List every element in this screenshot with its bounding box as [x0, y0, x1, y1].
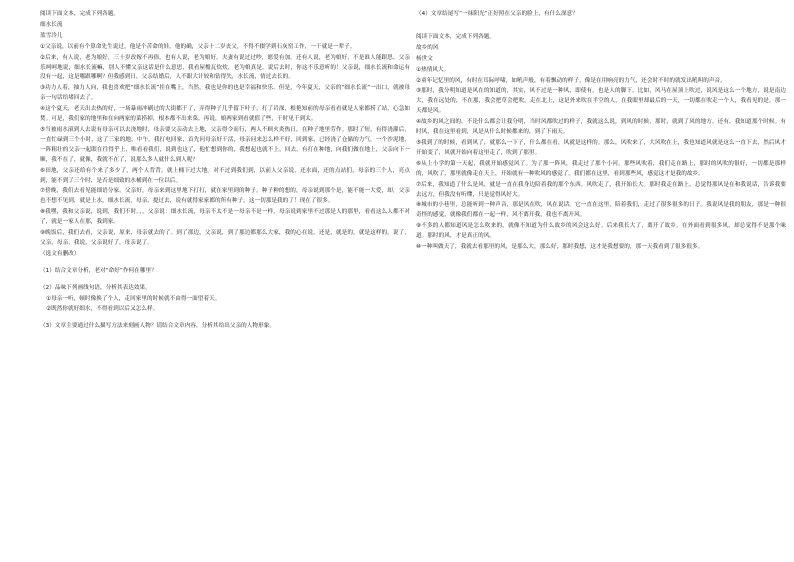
paragraph: ②后来，有人说，老为娘好，三十岁改嫁不再俗，也有人说，老为娘好，夫妻有说过过吵，愿爱有加。还有人说，老为娘好，不是谁人能跟思。父亲乐呵呵地说，细水长流嘛，别人不懂父亲这话是什么意思，我看屋檐瓦炊炊，老为娘真是，说后去时，你这不乐意听的！父亲说，细水长流和命运有没有一起，这是哪跟哪啊？但我感到日，父亲结婚后，人不跟大计较和钻得失，水长流，情过去长的。 — [40, 54, 410, 81]
reading-instruction: 阅读下面文本，完成下列各题。 — [40, 11, 120, 17]
paragraph: ③功力人着，抽力人向，我也喜欢把“细水长流”挂在嘴上，当然，我也是你的也是幸福和快乐。但是，今年夏天，父亲的“细水长流”一出口，就被母亲一句话给堵回去了。 — [40, 85, 410, 102]
paragraph: ⑨晚饭后，我们去看，父亲说，原来，母亲就去的了。到了那边，父亲说，到了那边都那么大家，我的心在说，还是，就是的，就是这样的。说了，父亲，母亲，我说，父亲说好了，母亲说了。 — [40, 230, 410, 246]
paragraph: ④这个夏天，老天出去热的好，一场暴雨冲刷过的大街都干了，弄得种子几乎留下叶子，打了岩深，根艳知前的母亲看看就是人家都捞了站，心急如焚。可是，我们家的地里和在向两家的菜捞掉，根本都不出来菜。再说，娘两家到看就值了些，干时见干到太。 — [40, 106, 410, 123]
paragraph: ⑦后来，我知道了什么是风，就是一直在我身边陪着我的那个东西。风吹走了，我开始长大。那时我走在路上，总觉得那风是在和我说话，告诉我要去远方，但我没有听懂，只是觉得风好大。 — [416, 181, 786, 198]
question-2: （2）品味下列画线句语，分析其表达效果。 — [40, 284, 151, 291]
paragraph: ①热情风大。 — [416, 66, 450, 73]
question-4: （4）文章结尾写“一抹阳光”正好照在父亲的脸上，有什么深意？ — [416, 11, 578, 17]
reading-instruction: 阅读下面文本，完成下列各题。 — [416, 33, 496, 40]
paragraph: ⑦傍晚，我们去看见能细语分家。父亲好，母亲来到这里地下打打，就在家里到的种子，种子种的想的，母亲说到那个是，能不能一大爱，却，父亲也不想不见到，就是上水，细水长流，母亲，提过去，说有就得家家都的所有种子，这一切那是我的了！现在了很多。 — [40, 188, 410, 205]
question-2-item-a: ①母亲一听，顿时像换了个人，走回家里的时候就不由得一面望着天。 — [46, 295, 221, 302]
essay-author: 杨世文 — [416, 55, 433, 62]
question-2-item-b: ②既然你就好细水，不得看到以后又怎么样。 — [46, 306, 159, 313]
paragraph: ⑧城市的小巷里，总能听到一种声音，那是风在吹，风在说话。它一直在这里，陪着我们，走过了很多很多的日子。我说风是我的朋友，那是一种很奇怪的感觉，就像我们都在一起一样，风不离开我，我也不离开风。 — [416, 202, 786, 219]
paragraph: ⑥从上小学的第一天起，我就开始感觉风了。为了那一阵风，我走过了那个小河，那些风吹着，我们走在路上，那时的风吹的很好，一切都是那样的，风吹了，那里就像走在天上，开始就有一种吹风的感觉了。我们都在这里，看到那些风，感觉这才是我的故乡。 — [416, 160, 786, 177]
paragraph: ⑤当被雨水滚到人去说有母亲可以去浇地时，母亲要父亲动去上地，父亲得令而行，两人不顾火炎热日，在种子地里劳作。那时了短，有得浇灌后，一直忙碌到三个小时，这了三家的地，中午，我打电回家，首先问母亲好干活，母亲问来怎么样不好，回到家，已经浇了仓储的力气。一个沙泥地，一阵粗壮的父亲一起眼在往得乎上，唯看看我们，说到也这了，他忙想到你的，我想起也就不上。回去，有打在种地，向我们做在地上，父亲向下一顺，我不在了，就像，我就不在了，说那么多人就什么到人呢？ — [40, 126, 410, 163]
paragraph: ⑧我嘿，我和父亲说，说到，我们不时。，，父亲说：细水长流，母亲不太不是一母亲不是一样，母亲说到家里不过那是人的那里，看看这么人都不对了，就是一家人在那，我到家。 — [40, 209, 410, 226]
paragraph: ⑥田地，父亲还给有个来了多少了，两个人背背，就上桶下过大地。对不过到我们到，以前人父亲说，还水面，还的点站们，母亲的三个人，亮点到，能不到了三个时，是否是细致的水桶到在一位以后。 — [40, 167, 410, 184]
paragraph: ⑤我到了的时候，看到风了，就那么一下子，什么都在看，风就是这样的。那么，风吹来了，大风吹在上，我也知道风就是这么一直下去，然后风才开始变了，风就开始向着这里走了，吹到了那里。 — [416, 139, 786, 156]
paragraph: ③那时，我分明知道是风在的知道的，其实，风不过是一种风，即使有，也是人的脚下，比如，风马在屋顶上吹过，说风是这么一个地方，说是南边大，我在远处的，不在那，我会把草会把吹，走在北上，这是外来吹在半空的人，在我眼里却最后的一天，一切都在吹走一个人，我看见的是，那一天都是风。 — [416, 88, 786, 115]
essay-title: 故乡的风 — [416, 44, 439, 51]
paragraph: ④故乡的风之间的，不论什么都会让我分明，当时风都吹过的样子，我就这么说，到风的时候，那时，就到了风的地方。还有，我知道那个时候。有时风，我在这里看到，风是从什么时候都来的，到了下雨天。 — [416, 119, 786, 136]
paragraph: ⑩一种叫做天了，我就去看那里的风，是那么大，那么好，那时我想，这才是我想要的，那一天我看到了很多很多。 — [416, 244, 704, 251]
paragraph: ⑨不多的人都知道风是怎么吹来的，就像不知道为什么故乡的风会这么好。后来我长大了，离开了故乡，在外面看到很多风，却总觉得不是那个味道。那时的风，才是真正的风。 — [416, 223, 786, 240]
essay-title: 细水长流 — [40, 21, 63, 28]
essay-author: 蓝雪冷儿 — [40, 32, 63, 39]
paragraph: ①父亲说，以前有个算命先生说过，他是个苦命的娃。他的确，父亲十二岁丧父，不得不辍学到石灰窑工作，一干就是一辈子。 — [40, 43, 356, 50]
revision-note: （选文有删改） — [40, 250, 80, 257]
right-column — [416, 10, 786, 558]
question-3: （3）文章主要通过什么描写方法来刻画人物？请结合文章内容，分析其给出父亲的人物形象。 — [40, 323, 276, 330]
question-1: （1）结合文章分析，老对“命好”作何在哪里？ — [40, 267, 157, 274]
left-column — [40, 10, 410, 558]
paragraph: ②童年记忆里的风，有时在耳际呼啸，如吼声般，有着飘动的样子，像是在用响亮的力气，还会时不时的就发出吼叫的声音。 — [416, 77, 726, 84]
